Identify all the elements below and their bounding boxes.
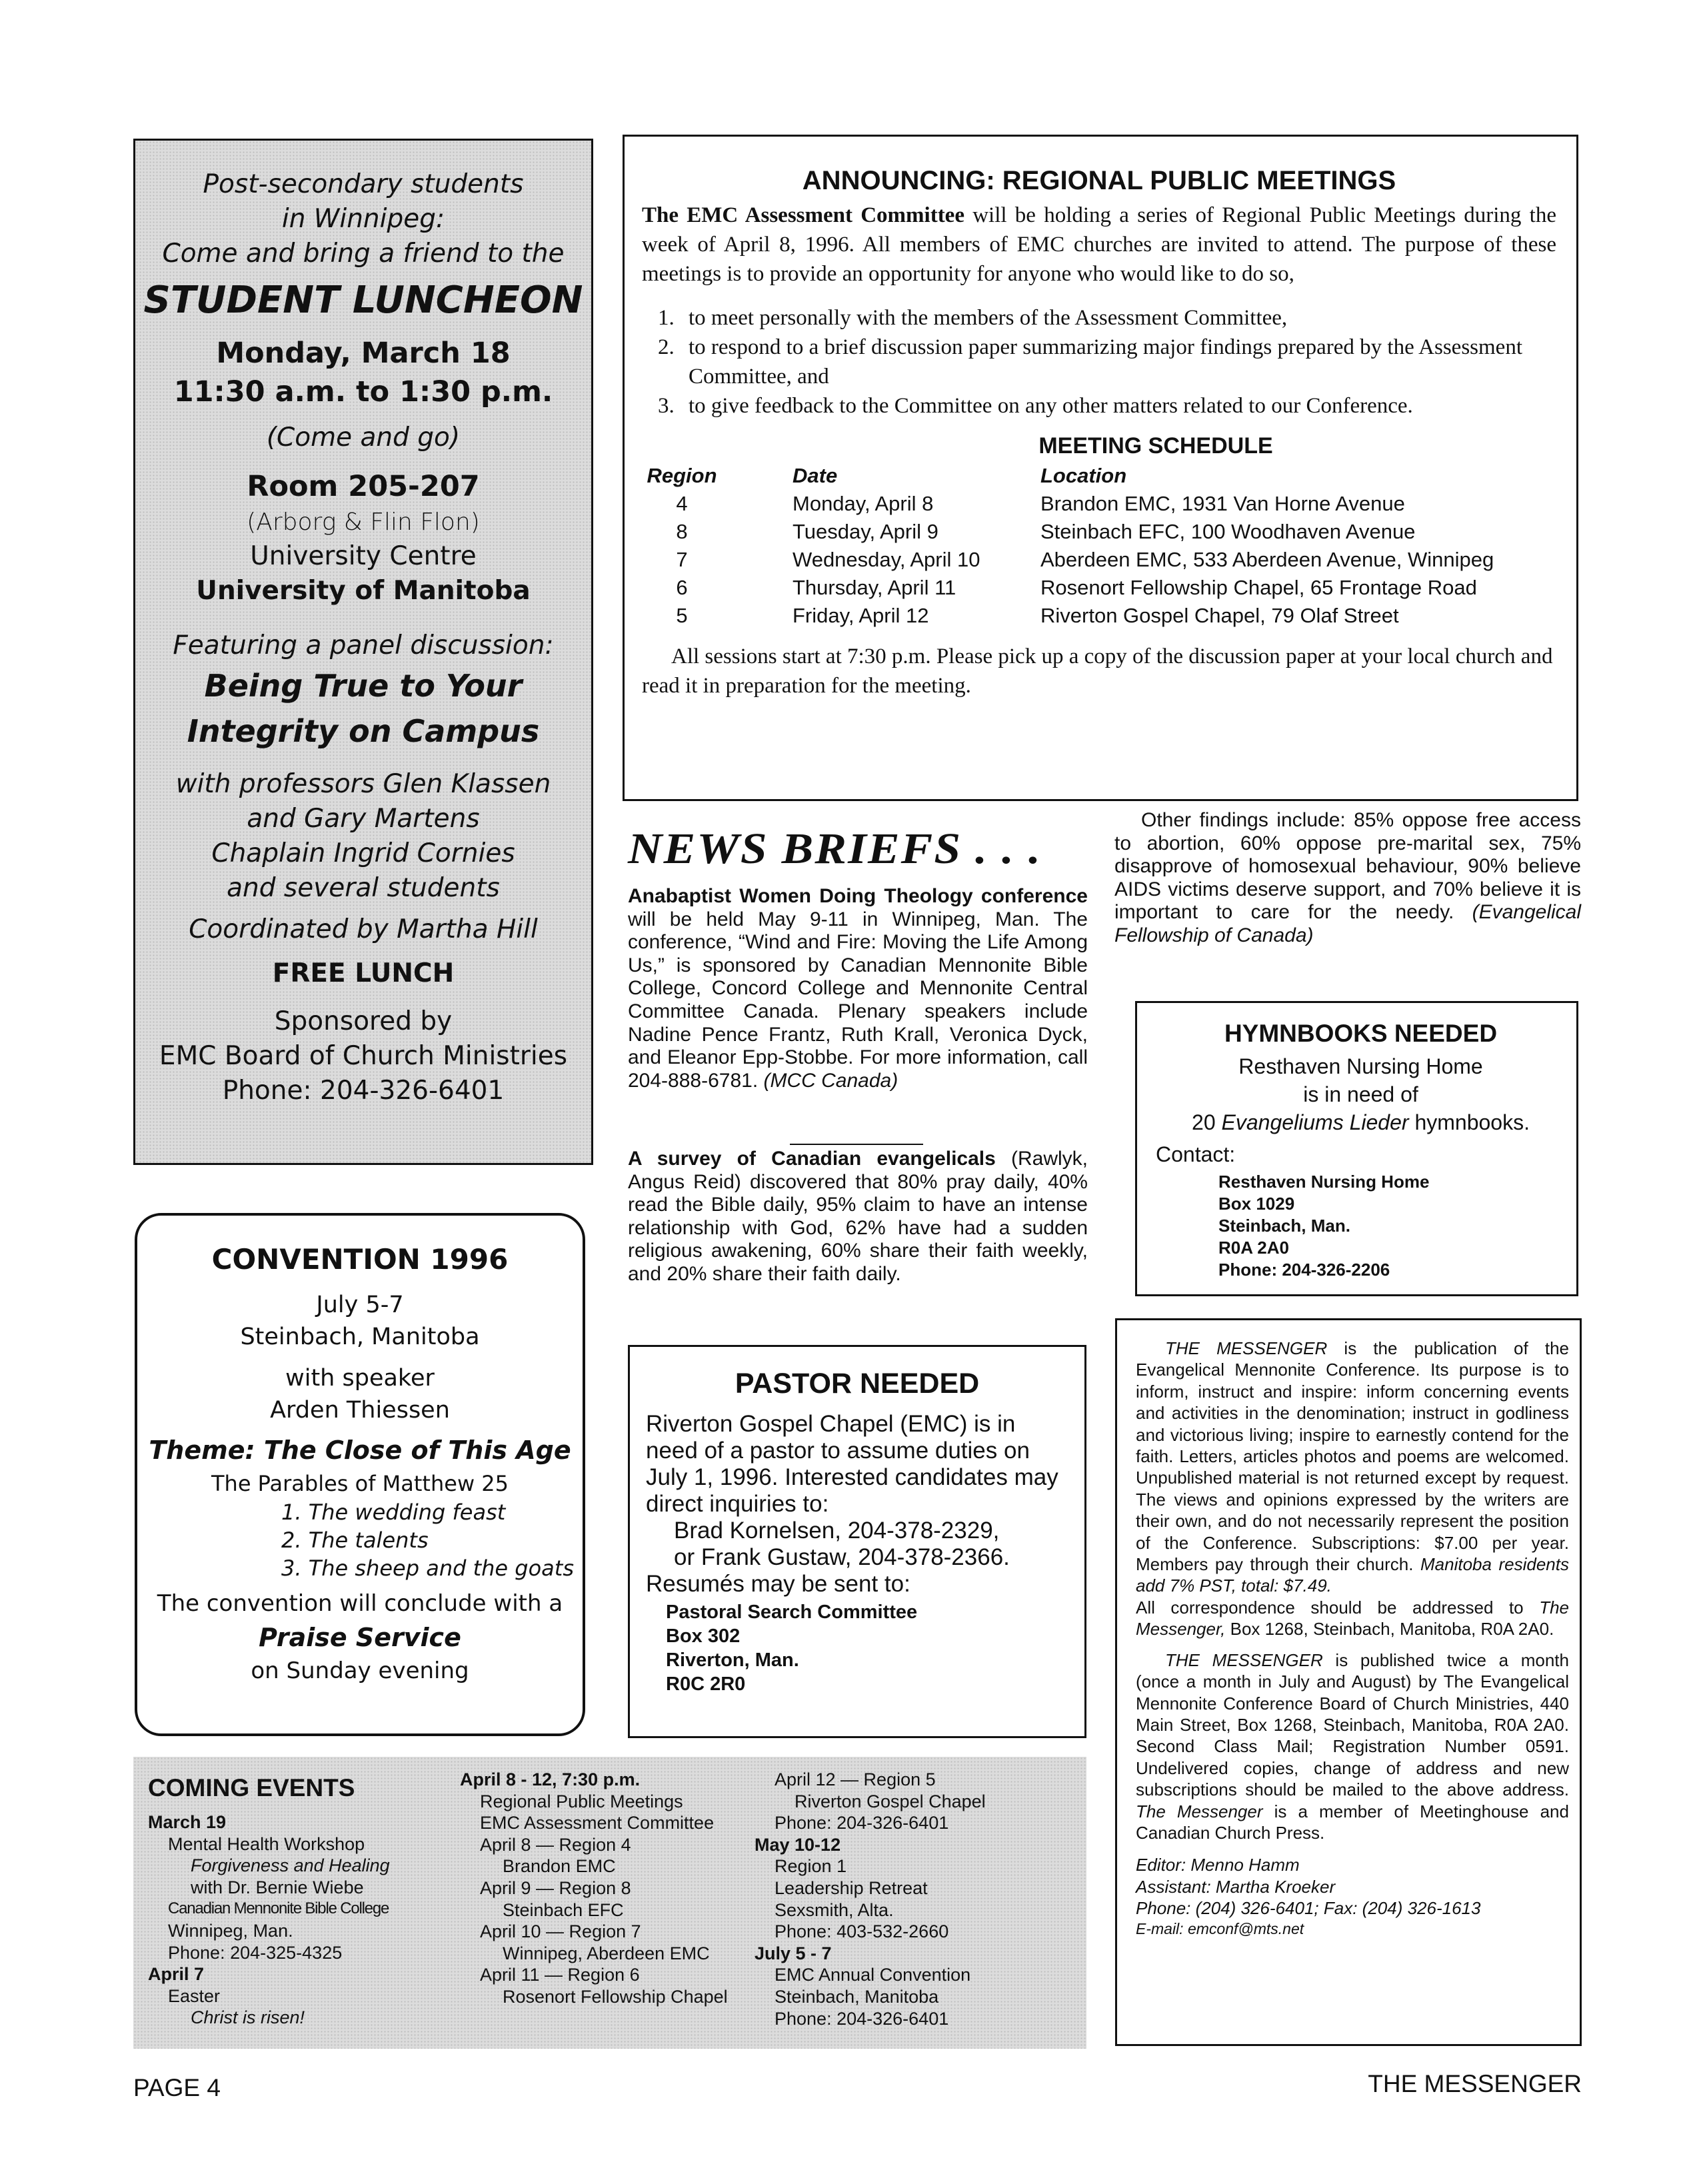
luncheon-topic-1: Being True to Your <box>204 668 523 704</box>
masthead-email: E-mail: emconf@mts.net <box>1136 1919 1304 1937</box>
announce-lead-bold: The EMC Assessment Committee <box>642 203 964 227</box>
event-line: Phone: 403-532-2660 <box>775 1921 949 1942</box>
news-briefs-heading: NEWS BRIEFS . . . <box>628 824 1042 873</box>
luncheon-intro-2: in Winnipeg: <box>281 204 445 234</box>
event-line: EMC Assessment Committee <box>480 1813 715 1833</box>
schedule-row <box>642 602 1556 630</box>
pastor-address-line: Riverton, Man. <box>666 1649 799 1671</box>
masthead-publication-name: The Messenger, <box>1136 1597 1569 1639</box>
event-line: EMC Annual Convention <box>775 1965 971 1985</box>
luncheon-room: Room 205-207 <box>247 470 480 503</box>
pastor-resume: Resumés may be sent to: <box>646 1571 910 1597</box>
schedule-location: Rosenort Fellowship Chapel, 65 Frontage Road <box>1040 576 1477 599</box>
luncheon-sponsored-1: Sponsored by <box>274 1006 453 1036</box>
luncheon-intro-1: Post-secondary students <box>203 169 524 199</box>
news-divider <box>790 1144 923 1145</box>
masthead-publication-name: THE MESSENGER <box>1165 1649 1323 1670</box>
masthead-text: is published twice a month (once a month in July and August) by The Evangelical Mennonite Conference Board of Church Ministries, 440 Main Street, Box 1268, Steinbach, Manitoba, R0A 2A0. Second Class Mail; Registration Number 0591. Undelivered copies, change of address and new subscriptions should be mailed to the above address. <box>1136 1649 1569 1800</box>
luncheon-time: 11:30 a.m. to 1:30 p.m. <box>173 375 553 409</box>
pastor-address-line: R0C 2R0 <box>666 1673 746 1695</box>
masthead-tax-note: Manitoba residents add 7% PST, total: $7.49. <box>1136 1554 1569 1596</box>
schedule-date: Friday, April 12 <box>793 604 929 627</box>
schedule-location: Brandon EMC, 1931 Van Horne Avenue <box>1040 492 1405 515</box>
event-line: Riverton Gospel Chapel <box>795 1791 986 1811</box>
schedule-header-row <box>642 462 1556 490</box>
masthead-publishing <box>1136 1649 1569 1844</box>
hymn-line-1: Resthaven Nursing Home <box>1238 1054 1483 1078</box>
event-date: March 19 <box>148 1812 227 1832</box>
convention-praise: Praise Service <box>259 1623 461 1652</box>
events-column-3 <box>755 1769 986 2029</box>
event-date: April 7 <box>148 1964 205 1985</box>
event-line: April 9 — Region 8 <box>480 1877 631 1898</box>
news-briefs-title <box>628 824 1094 874</box>
luncheon-with-2: and Gary Martens <box>247 804 480 834</box>
convention-with: with speaker <box>285 1365 435 1392</box>
luncheon-featuring: Featuring a panel discussion: <box>173 630 554 660</box>
hymn-address-line: Resthaven Nursing Home <box>1218 1172 1430 1192</box>
event-line: Winnipeg, Aberdeen EMC <box>503 1943 710 1963</box>
event-date: July 5 - 7 <box>755 1943 832 1963</box>
event-line: Rosenort Fellowship Chapel <box>503 1986 728 2007</box>
news-brief-text: Other findings include: 85% oppose free access to abortion, 60% oppose pre-marital sex, 75% disapprove of homosexual behaviour, 90% believe AIDS victims deserve support, and 70% believe it is important to care for the needy. <box>1114 809 1581 924</box>
event-line: Phone: 204-326-6401 <box>775 1813 949 1833</box>
announce-item <box>658 391 1556 421</box>
luncheon-coordinated: Coordinated by Martha Hill <box>189 914 538 944</box>
hymn-address-line: Phone: 204-326-2206 <box>1218 1260 1390 1280</box>
luncheon-intro-3: Come and bring a friend to the <box>162 239 565 269</box>
event-line: Mental Health Workshop <box>168 1833 365 1854</box>
luncheon-with-4: and several students <box>227 873 500 903</box>
schedule-row <box>642 490 1556 518</box>
pastor-address-line: Box 302 <box>666 1626 741 1647</box>
event-line: Steinbach EFC <box>503 1899 624 1920</box>
news-brief-women-theology <box>628 885 1088 1092</box>
pastor-address-line: Pastoral Search Committee <box>666 1602 918 1623</box>
luncheon-with-3: Chaplain Ingrid Cornies <box>211 838 515 868</box>
footer-publication: THE MESSENGER <box>1368 2070 1582 2097</box>
hymn-contact-label: Contact: <box>1156 1142 1236 1166</box>
luncheon-free-lunch: FREE LUNCH <box>272 958 455 988</box>
footer-page-number: PAGE 4 <box>133 2074 221 2101</box>
masthead-text: All correspondence should be addressed to <box>1136 1597 1540 1618</box>
pastor-title: PASTOR NEEDED <box>735 1368 980 1400</box>
luncheon-university: University of Manitoba <box>196 576 531 606</box>
news-brief-heading: A survey of Canadian evangelicals <box>628 1148 996 1170</box>
announce-item-text: to give feedback to the Committee on any other matters related to our Conference. <box>689 394 1413 418</box>
luncheon-title: STUDENT LUNCHEON <box>143 279 583 322</box>
news-brief-survey <box>628 1148 1088 1286</box>
coming-events-box <box>133 1757 1086 2049</box>
schedule-date: Monday, April 8 <box>793 492 934 515</box>
hymn-title: HYMNBOOKS NEEDED <box>1224 1020 1498 1047</box>
luncheon-room-sub: (Arborg & Flin Flon) <box>247 509 480 536</box>
convention-sunday: on Sunday evening <box>251 1657 469 1684</box>
hymn-count: 20 <box>1192 1110 1222 1134</box>
convention-parable-item: 1. The wedding feast <box>281 1500 506 1525</box>
event-line: April 8 — Region 4 <box>480 1834 631 1855</box>
schedule-region: 4 <box>676 492 688 515</box>
masthead-editor: Editor: Menno Hamm <box>1136 1855 1300 1875</box>
event-line: Steinbach, Manitoba <box>775 1986 939 2007</box>
event-line: Regional Public Meetings <box>480 1791 683 1811</box>
convention-parable-item: 2. The talents <box>281 1528 429 1553</box>
announce-purpose-list <box>642 303 1556 421</box>
event-line: Forgiveness and Healing <box>191 1855 390 1876</box>
event-line: April 11 — Region 6 <box>480 1965 640 1985</box>
event-line: Canadian Mennonite Bible College <box>168 1899 389 1918</box>
schedule-region: 6 <box>676 576 688 599</box>
convention-parable-item: 3. The sheep and the goats <box>281 1556 574 1581</box>
pastor-contact-1: Brad Kornelsen, 204-378-2329, <box>674 1518 1000 1544</box>
announce-item-number: 3. <box>658 394 675 418</box>
luncheon-with-1: with professors Glen Klassen <box>175 769 551 799</box>
masthead-purpose <box>1136 1338 1569 1597</box>
schedule-region: 5 <box>676 604 688 627</box>
schedule-table <box>642 462 1556 635</box>
announce-lead <box>642 201 1556 289</box>
convention-speaker: Arden Thiessen <box>270 1397 450 1424</box>
hymn-address <box>1156 1171 1566 1281</box>
news-brief-source: (Evangelical Fellowship of Canada) <box>1114 901 1581 946</box>
masthead-publication-name: The Messenger <box>1136 1801 1263 1821</box>
event-line: Easter <box>168 1985 221 2006</box>
event-line: Winnipeg, Man. <box>168 1920 293 1941</box>
schedule-row <box>642 518 1556 546</box>
news-brief-survey-continued <box>1114 809 1581 948</box>
luncheon-topic-2: Integrity on Campus <box>187 713 540 749</box>
regional-meetings-announcement <box>623 135 1578 801</box>
news-brief-source: (MCC Canada) <box>763 1069 898 1092</box>
announce-item-number: 2. <box>658 335 675 359</box>
schedule-row <box>642 574 1556 602</box>
event-line: Region 1 <box>775 1856 847 1877</box>
hymn-line-2: is in need of <box>1303 1082 1418 1106</box>
event-line: with Dr. Bernie Wiebe <box>191 1877 364 1897</box>
convention-dates: July 5-7 <box>316 1292 404 1318</box>
convention-place: Steinbach, Manitoba <box>240 1324 480 1350</box>
announce-item-number: 1. <box>658 306 675 330</box>
schedule-region: 7 <box>676 548 688 571</box>
news-brief-text: (Rawlyk, Angus Reid) discovered that 80% pray daily, 40% read the Bible daily, 95% claim to have an intense relationship with God, 62% have had a sudden religious awakening, 60% share their faith weekly, and 20% share their faith daily. <box>628 1148 1088 1285</box>
luncheon-date: Monday, March 18 <box>216 337 511 370</box>
schedule-date: Thursday, April 11 <box>793 576 956 599</box>
pastor-address <box>646 1600 1068 1696</box>
hymn-line-3 <box>1156 1108 1566 1136</box>
convention-theme: Theme: The Close of This Age <box>149 1436 571 1465</box>
hymn-book-title: Evangeliums Lieder <box>1221 1110 1409 1134</box>
schedule-date: Tuesday, April 9 <box>793 520 938 543</box>
event-line: April 12 — Region 5 <box>775 1769 936 1789</box>
announce-closing: All sessions start at 7:30 p.m. Please pick up a copy of the discussion paper at your local church and read it in preparation for the meeting. <box>642 644 1553 698</box>
event-line: April 10 — Region 7 <box>480 1921 641 1942</box>
announce-item <box>658 303 1556 333</box>
event-line: Sexsmith, Alta. <box>775 1899 894 1920</box>
masthead-text: is a member of Meetinghouse and Canadian Church Press. <box>1136 1801 1569 1843</box>
event-date: April 8 - 12, 7:30 p.m. <box>460 1769 641 1789</box>
schedule-location: Aberdeen EMC, 533 Aberdeen Avenue, Winnipeg <box>1040 548 1494 571</box>
events-title: COMING EVENTS <box>148 1774 355 1801</box>
event-line: Brandon EMC <box>503 1856 616 1877</box>
news-brief-text: will be held May 9-11 in Winnipeg, Man. The conference, “Wind and Fire: Moving the Life Among Us,” is sponsored by Canadian Mennonite Bible College, Concord College and Mennonite Central Committee Canada. Plenary speakers include Nadine Pence Frantz, Ruth Krall, Veronica Dyck, and Eleanor Epp-Stobbe. For more information, call 204-888-6781. <box>628 908 1088 1092</box>
hymn-address-line: R0A 2A0 <box>1218 1238 1289 1258</box>
luncheon-sponsored-3: Phone: 204-326-6401 <box>222 1076 505 1106</box>
luncheon-centre: University Centre <box>250 541 477 571</box>
event-line: Phone: 204-326-6401 <box>775 2008 949 2029</box>
news-brief-heading: Anabaptist Women Doing Theology conference <box>628 885 1088 907</box>
schedule-row <box>642 546 1556 574</box>
hymn-suffix: hymnbooks. <box>1408 1110 1530 1134</box>
luncheon-sponsored-2: EMC Board of Church Ministries <box>159 1041 568 1071</box>
pastor-contact-2: or Frank Gustaw, 204-378-2366. <box>674 1544 1010 1570</box>
masthead-correspondence <box>1136 1597 1569 1640</box>
luncheon-note: (Come and go) <box>266 423 461 453</box>
schedule-header-date: Date <box>793 464 838 487</box>
masthead-text: Box 1268, Steinbach, Manitoba, R0A 2A0. <box>1225 1619 1554 1639</box>
events-column-1 <box>148 1811 390 2029</box>
masthead-phone: Phone: (204) 326-6401; Fax: (204) 326-1613 <box>1136 1898 1481 1919</box>
schedule-region: 8 <box>676 520 688 543</box>
events-column-2 <box>460 1769 728 2008</box>
announce-lead-text: will be holding a series of Regional Public Meetings during the week of April 8, 1996. All members of EMC churches are invited to attend. The purpose of these meetings is to provide an opportunity for anyone who would like to do so, <box>642 203 1556 286</box>
pastor-body: Riverton Gospel Chapel (EMC) is in need of a pastor to assume duties on July 1, 1996. Interested candidates may direct inquiries to: <box>646 1411 1058 1517</box>
masthead-text: is the publication of the Evangelical Mennonite Conference. Its purpose is to inform, instruct and inspire: inform concerning events and activities in the denomination; instruct in godliness and victorious living; inspire to earnestly contend for the faith. Letters, articles photos and poems are welcomed. Unpublished material is not returned except by request. The views and opinions expressed by the writers are their own, and do not necessarily represent the position of the Conference. Subscriptions: $7.00 per year. Members pay through their church. <box>1136 1338 1569 1575</box>
announce-item-text: to respond to a brief discussion paper summarizing major findings prepared by the Assessment Committee, and <box>689 335 1522 389</box>
announce-heading: ANNOUNCING: REGIONAL PUBLIC MEETINGS <box>802 166 1396 195</box>
pastor-needed-box <box>628 1345 1086 1738</box>
schedule-header-region: Region <box>647 464 717 487</box>
convention-title: CONVENTION 1996 <box>211 1243 509 1276</box>
convention-parables: The Parables of Matthew 25 <box>211 1471 509 1496</box>
hymnbooks-needed-box <box>1135 1001 1578 1296</box>
masthead-publication-name: THE MESSENGER <box>1165 1338 1328 1358</box>
convention-conclude: The convention will conclude with a <box>157 1590 563 1617</box>
messenger-masthead <box>1115 1318 1582 2046</box>
event-line: Phone: 204-325-4325 <box>168 1942 343 1963</box>
announce-item-text: to meet personally with the members of the Assessment Committee, <box>689 306 1288 330</box>
convention-1996-box <box>135 1213 585 1736</box>
masthead-assistant: Assistant: Martha Kroeker <box>1136 1876 1336 1897</box>
schedule-location: Riverton Gospel Chapel, 79 Olaf Street <box>1040 604 1399 627</box>
schedule-header-location: Location <box>1040 464 1127 487</box>
event-date: May 10-12 <box>755 1834 841 1855</box>
event-line: Leadership Retreat <box>775 1877 928 1898</box>
hymn-address-line: Steinbach, Man. <box>1218 1216 1350 1236</box>
schedule-title: MEETING SCHEDULE <box>1038 433 1273 459</box>
schedule-date: Wednesday, April 10 <box>793 548 980 571</box>
announce-item <box>658 333 1556 391</box>
hymn-address-line: Box 1029 <box>1218 1194 1295 1214</box>
student-luncheon-ad <box>133 139 593 1165</box>
event-line: Christ is risen! <box>191 2007 305 2028</box>
schedule-location: Steinbach EFC, 100 Woodhaven Avenue <box>1040 520 1416 543</box>
